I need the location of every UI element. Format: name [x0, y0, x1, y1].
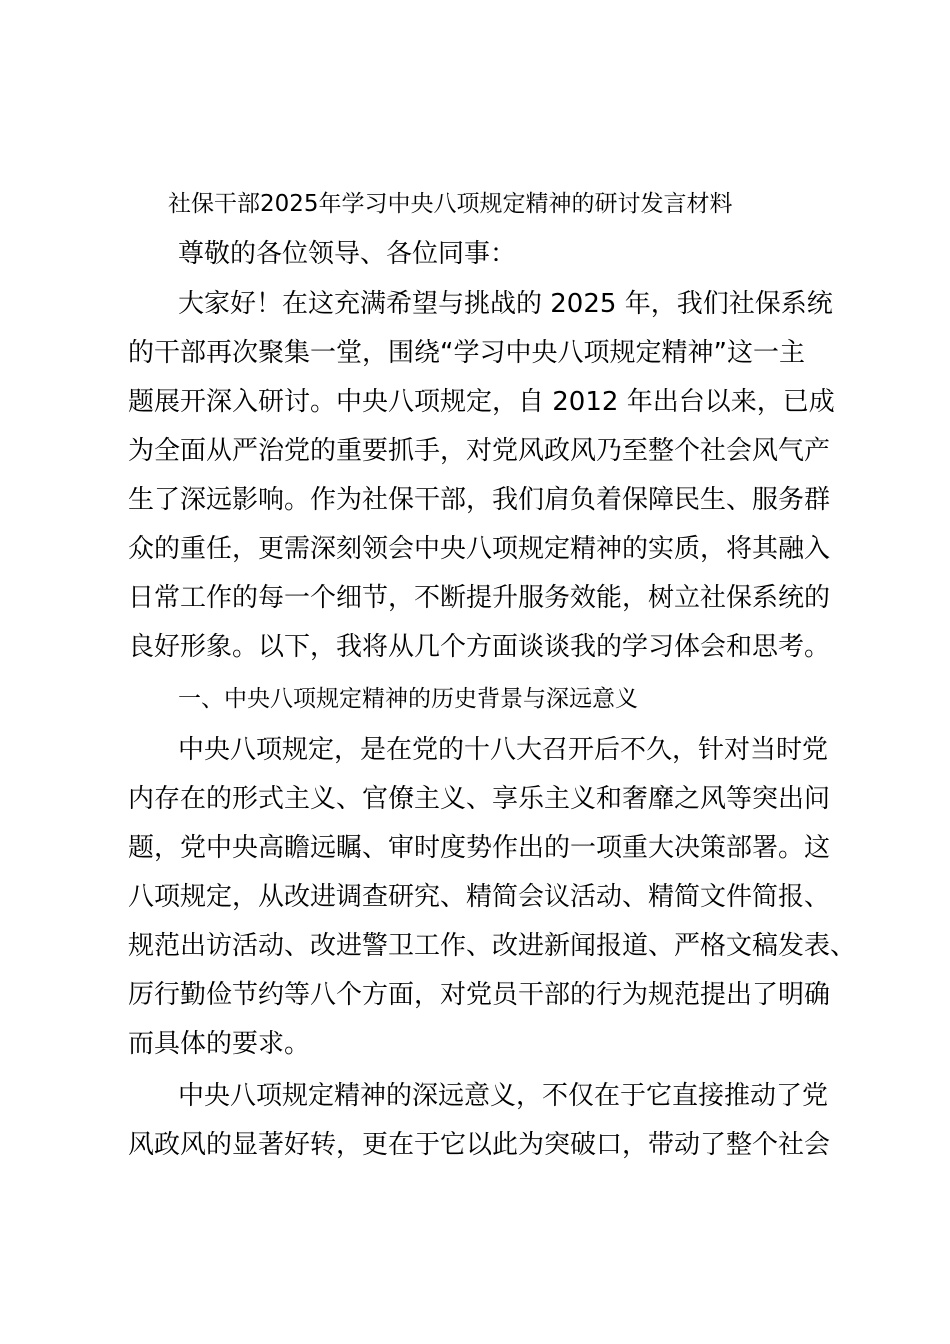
- paragraph-line: 的干部再次聚集一堂，围绕“学习中央八项规定精神”这一主: [128, 338, 805, 368]
- paragraph-line: 而具体的要求。: [128, 1029, 311, 1059]
- paragraph-line: 题，党中央高瞻远瞩、审时度势作出的一项重大决策部署。这: [128, 833, 831, 863]
- paragraph-line: 中央八项规定精神的深远意义，不仅在于它直接推动了党: [178, 1081, 829, 1111]
- section-heading: 一、中央八项规定精神的历史背景与深远意义: [178, 686, 638, 712]
- paragraph-line: 风政风的显著好转，更在于它以此为突破口，带动了整个社会: [128, 1130, 831, 1160]
- paragraph-line: 生了深远影响。作为社保干部，我们肩负着保障民生、服务群: [128, 485, 831, 515]
- paragraph-line: 八项规定，从改进调查研究、精简会议活动、精简文件简报、: [128, 882, 831, 912]
- paragraph-line: 内存在的形式主义、官僚主义、享乐主义和奢靡之风等突出问: [128, 784, 831, 814]
- paragraph-line: 日常工作的每一个细节，不断提升服务效能，树立社保系统的: [128, 583, 831, 613]
- paragraph-line: 厉行勤俭节约等八个方面，对党员干部的行为规范提出了明确: [128, 980, 831, 1010]
- document-title: 社保干部2025年学习中央八项规定精神的研讨发言材料: [168, 191, 733, 217]
- paragraph-line: 中央八项规定，是在党的十八大召开后不久，针对当时党: [178, 735, 829, 765]
- paragraph-line: 题展开深入研讨。中央八项规定，自 2012 年出台以来，已成: [128, 387, 835, 417]
- paragraph-line: 众的重任，更需深刻领会中央八项规定精神的实质，将其融入: [128, 534, 831, 564]
- paragraph-line: 良好形象。以下，我将从几个方面谈谈我的学习体会和思考。: [128, 632, 831, 662]
- salutation: 尊敬的各位领导、各位同事：: [178, 239, 517, 269]
- paragraph-line: 规范出访活动、改进警卫工作、改进新闻报道、严格文稿发表、: [128, 931, 857, 961]
- paragraph-line: 大家好！在这充满希望与挑战的 2025 年，我们社保系统: [178, 289, 833, 319]
- paragraph-line: 为全面从严治党的重要抓手，对党风政风乃至整个社会风气产: [128, 436, 831, 466]
